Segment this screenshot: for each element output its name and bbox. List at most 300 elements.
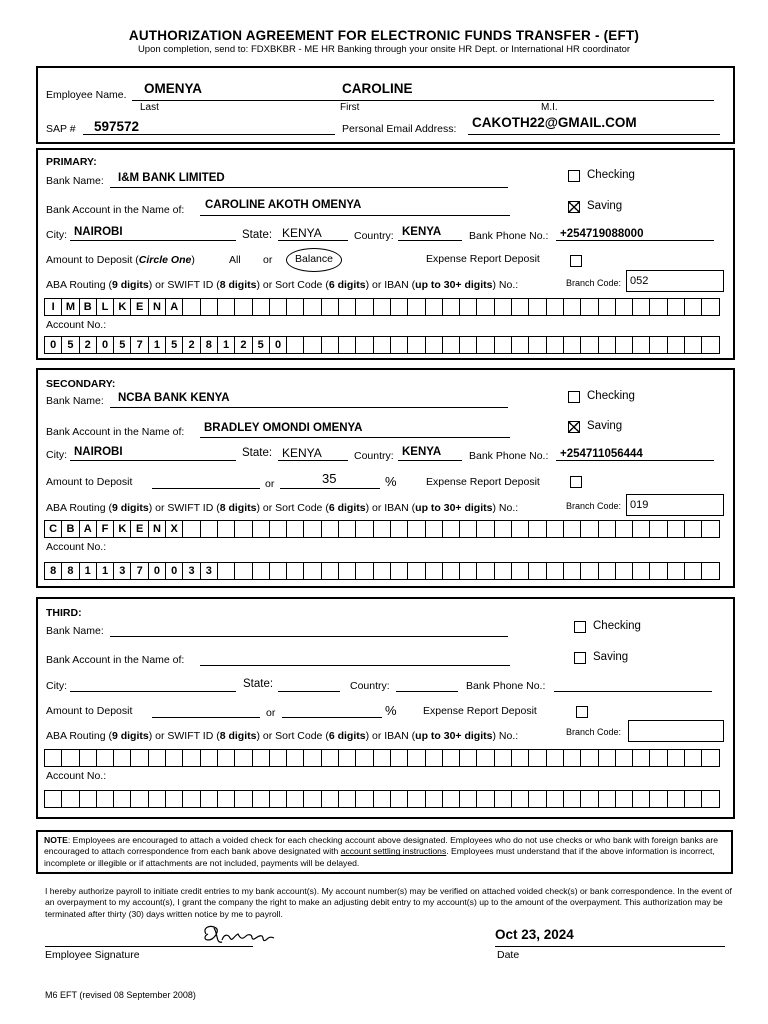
- third-saving-checkbox[interactable]: [574, 652, 586, 664]
- third-account-cell[interactable]: [114, 790, 131, 808]
- secondary-account-cell[interactable]: 0: [149, 562, 166, 580]
- third-swift-cell[interactable]: [304, 749, 321, 767]
- secondary-swift-cell[interactable]: [529, 520, 546, 538]
- mi-label: M.I.: [541, 102, 558, 113]
- primary-swift-cell[interactable]: M: [62, 298, 79, 316]
- third-account-cell[interactable]: [633, 790, 650, 808]
- primary-account-cell[interactable]: 2: [80, 336, 97, 354]
- primary-swift-cell[interactable]: [495, 298, 512, 316]
- secondary-swift-cell[interactable]: [477, 520, 494, 538]
- primary-state[interactable]: KENYA: [282, 226, 322, 240]
- primary-account-cell[interactable]: [633, 336, 650, 354]
- secondary-swift-cell[interactable]: [581, 520, 598, 538]
- primary-swift-cell[interactable]: [183, 298, 200, 316]
- third-swift-cell[interactable]: [131, 749, 148, 767]
- secondary-saving-checkbox[interactable]: [568, 421, 580, 433]
- third-swift-cell[interactable]: [391, 749, 408, 767]
- primary-swift-cell[interactable]: B: [80, 298, 97, 316]
- secondary-account-cell[interactable]: [495, 562, 512, 580]
- balance-option-circled[interactable]: Balance: [286, 248, 342, 272]
- secondary-swift-cell[interactable]: [339, 520, 356, 538]
- primary-swift-cell[interactable]: [633, 298, 650, 316]
- primary-swift-cell[interactable]: [512, 298, 529, 316]
- third-account-cell[interactable]: [650, 790, 667, 808]
- primary-swift-cell[interactable]: [702, 298, 719, 316]
- third-swift-cell[interactable]: [287, 749, 304, 767]
- secondary-swift-cell[interactable]: [616, 520, 633, 538]
- secondary-swift-cell[interactable]: [426, 520, 443, 538]
- secondary-account-cell[interactable]: [581, 562, 598, 580]
- third-swift-cell[interactable]: [599, 749, 616, 767]
- third-account-cell[interactable]: [702, 790, 719, 808]
- third-account-cell[interactable]: [477, 790, 494, 808]
- primary-account-cell[interactable]: 0: [45, 336, 62, 354]
- secondary-swift-cell[interactable]: C: [45, 520, 62, 538]
- employee-name-label: Employee Name.: [46, 89, 127, 101]
- third-account-cell[interactable]: [287, 790, 304, 808]
- secondary-swift-cell[interactable]: [356, 520, 373, 538]
- email-field[interactable]: CAKOTH22@GMAIL.COM: [472, 115, 637, 130]
- third-account-cell[interactable]: [183, 790, 200, 808]
- third-account-cell[interactable]: [149, 790, 166, 808]
- secondary-account-cell[interactable]: 3: [183, 562, 200, 580]
- primary-swift-cell[interactable]: [547, 298, 564, 316]
- primary-swift-cell[interactable]: [339, 298, 356, 316]
- checking-label: Checking: [587, 390, 635, 402]
- branch-code-label: Branch Code:: [566, 501, 622, 511]
- third-account-cell[interactable]: [685, 790, 702, 808]
- routing-label: ABA Routing (9 digits) or SWIFT ID (8 digits) or Sort Code (6 digits) or IBAN (up to 30+ digits) No.:: [46, 502, 519, 514]
- secondary-swift-cell[interactable]: [668, 520, 685, 538]
- third-account-cell[interactable]: [166, 790, 183, 808]
- third-account-cell[interactable]: [97, 790, 114, 808]
- secondary-account-cell[interactable]: [374, 562, 391, 580]
- third-swift-cell[interactable]: [460, 749, 477, 767]
- third-swift-cell[interactable]: [443, 749, 460, 767]
- secondary-swift-cell[interactable]: [408, 520, 425, 538]
- secondary-account-cell[interactable]: [287, 562, 304, 580]
- secondary-account-cell[interactable]: 3: [114, 562, 131, 580]
- secondary-account-cell[interactable]: [477, 562, 494, 580]
- secondary-bank-name[interactable]: NCBA BANK KENYA: [118, 392, 230, 404]
- secondary-swift-cell[interactable]: [495, 520, 512, 538]
- secondary-account-cell[interactable]: [235, 562, 252, 580]
- third-account-cell[interactable]: [547, 790, 564, 808]
- secondary-swift-cell[interactable]: [270, 520, 287, 538]
- third-account-cell[interactable]: [599, 790, 616, 808]
- note-box: [36, 830, 733, 874]
- secondary-account-cell[interactable]: [391, 562, 408, 580]
- third-swift-cell[interactable]: [149, 749, 166, 767]
- secondary-account-cell[interactable]: [356, 562, 373, 580]
- note-text-1: : Employees are encouraged to attach a voided check for each checking account above designated. Employees who do not use checks or who bank with foreign banks are encouraged to attach correspondence from each bank above designated with: [44, 835, 719, 857]
- third-swift-cell[interactable]: [529, 749, 546, 767]
- third-account-cell[interactable]: [408, 790, 425, 808]
- third-account-cell[interactable]: [668, 790, 685, 808]
- primary-phone[interactable]: +254719088000: [560, 228, 644, 240]
- secondary-swift-cell[interactable]: [183, 520, 200, 538]
- third-swift-cell[interactable]: [114, 749, 131, 767]
- primary-account-cell[interactable]: 0: [270, 336, 287, 354]
- primary-swift-cell[interactable]: [529, 298, 546, 316]
- secondary-swift-cell[interactable]: [322, 520, 339, 538]
- third-branch-code[interactable]: [628, 720, 724, 742]
- secondary-account-cell[interactable]: [218, 562, 235, 580]
- secondary-account-grid[interactable]: [44, 562, 720, 580]
- third-account-cell[interactable]: [512, 790, 529, 808]
- primary-account-cell[interactable]: [495, 336, 512, 354]
- third-account-cell[interactable]: [581, 790, 598, 808]
- country-label: Country:: [354, 450, 394, 462]
- third-swift-cell[interactable]: [201, 749, 218, 767]
- primary-account-cell[interactable]: 5: [253, 336, 270, 354]
- secondary-swift-cell[interactable]: [304, 520, 321, 538]
- primary-account-cell[interactable]: [391, 336, 408, 354]
- city-label: City:: [46, 449, 67, 461]
- primary-swift-cell[interactable]: K: [114, 298, 131, 316]
- primary-account-cell[interactable]: [287, 336, 304, 354]
- secondary-swift-cell[interactable]: [235, 520, 252, 538]
- third-account-cell[interactable]: [131, 790, 148, 808]
- primary-account-cell[interactable]: [304, 336, 321, 354]
- primary-account-cell[interactable]: 5: [166, 336, 183, 354]
- third-swift-cell[interactable]: [685, 749, 702, 767]
- secondary-account-cell[interactable]: [529, 562, 546, 580]
- third-account-cell[interactable]: [495, 790, 512, 808]
- third-account-cell[interactable]: [80, 790, 97, 808]
- note-label: NOTE: [44, 835, 68, 845]
- secondary-account-cell[interactable]: 0: [166, 562, 183, 580]
- secondary-swift-cell[interactable]: [460, 520, 477, 538]
- primary-account-cell[interactable]: [339, 336, 356, 354]
- third-swift-cell[interactable]: [322, 749, 339, 767]
- bank-name-label: Bank Name:: [46, 175, 104, 187]
- primary-account-cell[interactable]: [547, 336, 564, 354]
- secondary-account-cell[interactable]: [304, 562, 321, 580]
- secondary-swift-cell[interactable]: [650, 520, 667, 538]
- third-account-cell[interactable]: [391, 790, 408, 808]
- third-account-grid[interactable]: [44, 790, 720, 808]
- secondary-account-cell[interactable]: 8: [45, 562, 62, 580]
- primary-swift-cell[interactable]: [218, 298, 235, 316]
- primary-bank-name[interactable]: I&M BANK LIMITED: [118, 172, 225, 184]
- secondary-swift-cell[interactable]: A: [80, 520, 97, 538]
- primary-swift-cell[interactable]: [668, 298, 685, 316]
- primary-swift-cell[interactable]: [287, 298, 304, 316]
- primary-checking-checkbox[interactable]: [568, 170, 580, 182]
- third-swift-cell[interactable]: [547, 749, 564, 767]
- primary-account-cell[interactable]: [702, 336, 719, 354]
- primary-account-cell[interactable]: [477, 336, 494, 354]
- secondary-swift-cell[interactable]: [374, 520, 391, 538]
- secondary-account-cell[interactable]: 8: [62, 562, 79, 580]
- third-section: [36, 597, 735, 819]
- third-account-cell[interactable]: [304, 790, 321, 808]
- third-account-cell[interactable]: [201, 790, 218, 808]
- third-account-cell[interactable]: [322, 790, 339, 808]
- primary-account-cell[interactable]: [374, 336, 391, 354]
- email-label: Personal Email Address:: [342, 123, 457, 135]
- primary-swift-cell[interactable]: E: [131, 298, 148, 316]
- primary-account-cell[interactable]: 5: [114, 336, 131, 354]
- primary-swift-cell[interactable]: [408, 298, 425, 316]
- secondary-account-cell[interactable]: [702, 562, 719, 580]
- secondary-state[interactable]: KENYA: [282, 446, 322, 460]
- third-swift-cell[interactable]: [253, 749, 270, 767]
- secondary-account-cell[interactable]: [253, 562, 270, 580]
- primary-account-grid[interactable]: [44, 336, 720, 354]
- third-account-cell[interactable]: [564, 790, 581, 808]
- country-label: Country:: [354, 230, 394, 242]
- secondary-account-cell[interactable]: 7: [131, 562, 148, 580]
- primary-swift-cell[interactable]: [391, 298, 408, 316]
- secondary-account-cell[interactable]: 1: [97, 562, 114, 580]
- third-swift-cell[interactable]: [702, 749, 719, 767]
- primary-account-cell[interactable]: [356, 336, 373, 354]
- secondary-swift-cell[interactable]: K: [114, 520, 131, 538]
- third-expense-checkbox[interactable]: [576, 706, 588, 718]
- third-swift-cell[interactable]: [408, 749, 425, 767]
- secondary-swift-grid[interactable]: [44, 520, 720, 538]
- secondary-swift-cell[interactable]: [287, 520, 304, 538]
- third-account-cell[interactable]: [62, 790, 79, 808]
- secondary-swift-cell[interactable]: [391, 520, 408, 538]
- account-settling-link[interactable]: account settling instructions: [340, 846, 447, 857]
- primary-swift-cell[interactable]: [599, 298, 616, 316]
- signature-date[interactable]: Oct 23, 2024: [495, 927, 574, 942]
- primary-swift-cell[interactable]: [650, 298, 667, 316]
- third-swift-cell[interactable]: [80, 749, 97, 767]
- secondary-swift-cell[interactable]: [253, 520, 270, 538]
- third-account-cell[interactable]: [460, 790, 477, 808]
- third-swift-cell[interactable]: [62, 749, 79, 767]
- primary-swift-cell[interactable]: [685, 298, 702, 316]
- secondary-swift-cell[interactable]: [633, 520, 650, 538]
- third-account-cell[interactable]: [356, 790, 373, 808]
- third-swift-cell[interactable]: [97, 749, 114, 767]
- secondary-account-cell[interactable]: [616, 562, 633, 580]
- primary-account-cell[interactable]: 0: [97, 336, 114, 354]
- secondary-account-cell[interactable]: [512, 562, 529, 580]
- primary-account-cell[interactable]: 2: [183, 336, 200, 354]
- third-swift-cell[interactable]: [235, 749, 252, 767]
- checking-label: Checking: [587, 169, 635, 181]
- primary-branch-code[interactable]: 052: [626, 270, 724, 292]
- country-label: Country:: [350, 680, 390, 692]
- primary-account-cell[interactable]: [581, 336, 598, 354]
- primary-swift-cell[interactable]: A: [166, 298, 183, 316]
- sap-field[interactable]: 597572: [94, 119, 140, 134]
- all-option[interactable]: All: [229, 254, 241, 266]
- third-swift-cell[interactable]: [45, 749, 62, 767]
- secondary-account-cell[interactable]: [668, 562, 685, 580]
- primary-swift-cell[interactable]: [564, 298, 581, 316]
- third-swift-cell[interactable]: [564, 749, 581, 767]
- primary-account-cell[interactable]: [685, 336, 702, 354]
- secondary-account-cell[interactable]: [547, 562, 564, 580]
- third-swift-cell[interactable]: [356, 749, 373, 767]
- secondary-account-cell[interactable]: [270, 562, 287, 580]
- primary-swift-cell[interactable]: [616, 298, 633, 316]
- secondary-account-cell[interactable]: [650, 562, 667, 580]
- third-account-cell[interactable]: [374, 790, 391, 808]
- primary-account-cell[interactable]: [426, 336, 443, 354]
- secondary-amount-percent[interactable]: 35: [322, 471, 337, 486]
- primary-account-cell[interactable]: 5: [62, 336, 79, 354]
- primary-account-name[interactable]: CAROLINE AKOTH OMENYA: [205, 199, 362, 211]
- secondary-account-name[interactable]: BRADLEY OMONDI OMENYA: [204, 422, 363, 434]
- secondary-branch-code[interactable]: 019: [626, 494, 724, 516]
- secondary-swift-cell[interactable]: [564, 520, 581, 538]
- secondary-swift-cell[interactable]: N: [149, 520, 166, 538]
- third-swift-cell[interactable]: [581, 749, 598, 767]
- secondary-account-cell[interactable]: [408, 562, 425, 580]
- third-swift-cell[interactable]: [668, 749, 685, 767]
- primary-swift-cell[interactable]: [581, 298, 598, 316]
- third-swift-cell[interactable]: [495, 749, 512, 767]
- secondary-account-cell[interactable]: [685, 562, 702, 580]
- primary-account-cell[interactable]: [564, 336, 581, 354]
- form-subtitle: Upon completion, send to: FDXBKBR - ME HR Banking through your onsite HR Dept. or International HR coordinator: [137, 44, 631, 55]
- third-checking-checkbox[interactable]: [574, 621, 586, 633]
- secondary-swift-cell[interactable]: [702, 520, 719, 538]
- secondary-expense-checkbox[interactable]: [570, 476, 582, 488]
- state-label: State:: [242, 229, 273, 241]
- secondary-account-cell[interactable]: [599, 562, 616, 580]
- third-swift-grid[interactable]: [44, 749, 720, 767]
- secondary-swift-cell[interactable]: E: [131, 520, 148, 538]
- secondary-swift-cell[interactable]: [512, 520, 529, 538]
- secondary-city[interactable]: NAIROBI: [74, 446, 123, 458]
- first-name-field[interactable]: CAROLINE: [342, 81, 413, 96]
- primary-swift-cell[interactable]: [443, 298, 460, 316]
- secondary-account-cell[interactable]: [564, 562, 581, 580]
- primary-city[interactable]: NAIROBI: [74, 226, 123, 238]
- percent-sign: %: [385, 474, 397, 489]
- third-swift-cell[interactable]: [616, 749, 633, 767]
- secondary-swift-cell[interactable]: X: [166, 520, 183, 538]
- secondary-account-cell[interactable]: 1: [80, 562, 97, 580]
- third-swift-cell[interactable]: [374, 749, 391, 767]
- secondary-swift-cell[interactable]: [599, 520, 616, 538]
- primary-account-cell[interactable]: [408, 336, 425, 354]
- secondary-swift-cell[interactable]: [201, 520, 218, 538]
- secondary-checking-checkbox[interactable]: [568, 391, 580, 403]
- account-no-label: Account No.:: [46, 541, 107, 553]
- primary-account-cell[interactable]: [460, 336, 477, 354]
- primary-account-cell[interactable]: [599, 336, 616, 354]
- primary-swift-cell[interactable]: L: [97, 298, 114, 316]
- secondary-swift-cell[interactable]: B: [62, 520, 79, 538]
- primary-swift-cell[interactable]: [356, 298, 373, 316]
- third-account-cell[interactable]: [218, 790, 235, 808]
- primary-expense-checkbox[interactable]: [570, 255, 582, 267]
- third-account-cell[interactable]: [270, 790, 287, 808]
- primary-swift-grid[interactable]: [44, 298, 720, 316]
- primary-swift-cell[interactable]: [477, 298, 494, 316]
- third-swift-cell[interactable]: [183, 749, 200, 767]
- primary-account-cell[interactable]: [650, 336, 667, 354]
- primary-account-cell[interactable]: 1: [149, 336, 166, 354]
- third-account-cell[interactable]: [426, 790, 443, 808]
- secondary-account-cell[interactable]: [443, 562, 460, 580]
- secondary-swift-cell[interactable]: F: [97, 520, 114, 538]
- primary-account-cell[interactable]: [443, 336, 460, 354]
- third-account-cell[interactable]: [529, 790, 546, 808]
- third-account-cell[interactable]: [45, 790, 62, 808]
- secondary-account-cell[interactable]: [633, 562, 650, 580]
- secondary-swift-cell[interactable]: [547, 520, 564, 538]
- secondary-phone[interactable]: +254711056444: [560, 448, 643, 460]
- primary-swift-cell[interactable]: [304, 298, 321, 316]
- third-swift-cell[interactable]: [650, 749, 667, 767]
- state-label: State:: [242, 447, 273, 459]
- third-swift-cell[interactable]: [512, 749, 529, 767]
- third-swift-cell[interactable]: [218, 749, 235, 767]
- secondary-swift-cell[interactable]: [685, 520, 702, 538]
- primary-account-cell[interactable]: [322, 336, 339, 354]
- primary-swift-cell[interactable]: I: [45, 298, 62, 316]
- bank-name-label: Bank Name:: [46, 625, 104, 637]
- third-account-cell[interactable]: [616, 790, 633, 808]
- primary-account-cell[interactable]: 8: [201, 336, 218, 354]
- primary-swift-cell[interactable]: [201, 298, 218, 316]
- amount-label: Amount to Deposit: [46, 705, 133, 717]
- primary-account-cell[interactable]: 2: [235, 336, 252, 354]
- third-swift-cell[interactable]: [166, 749, 183, 767]
- secondary-account-cell[interactable]: [426, 562, 443, 580]
- third-swift-cell[interactable]: [426, 749, 443, 767]
- primary-account-cell[interactable]: [529, 336, 546, 354]
- secondary-account-cell[interactable]: 3: [201, 562, 218, 580]
- primary-swift-cell[interactable]: N: [149, 298, 166, 316]
- primary-swift-cell[interactable]: [270, 298, 287, 316]
- third-swift-cell[interactable]: [270, 749, 287, 767]
- primary-account-cell[interactable]: [668, 336, 685, 354]
- last-name-field[interactable]: OMENYA: [144, 81, 203, 96]
- third-swift-cell[interactable]: [339, 749, 356, 767]
- third-account-cell[interactable]: [339, 790, 356, 808]
- third-account-cell[interactable]: [235, 790, 252, 808]
- or-label: or: [266, 707, 276, 719]
- primary-swift-cell[interactable]: [460, 298, 477, 316]
- primary-swift-cell[interactable]: [322, 298, 339, 316]
- saving-label: Saving: [587, 200, 623, 212]
- third-account-cell[interactable]: [443, 790, 460, 808]
- primary-swift-cell[interactable]: [374, 298, 391, 316]
- secondary-heading: SECONDARY:: [46, 378, 116, 390]
- primary-saving-checkbox[interactable]: [568, 201, 580, 213]
- primary-swift-cell[interactable]: [235, 298, 252, 316]
- third-account-cell[interactable]: [253, 790, 270, 808]
- secondary-swift-cell[interactable]: [443, 520, 460, 538]
- third-swift-cell[interactable]: [477, 749, 494, 767]
- secondary-account-cell[interactable]: [339, 562, 356, 580]
- last-label: Last: [140, 102, 159, 113]
- secondary-swift-cell[interactable]: [218, 520, 235, 538]
- secondary-account-cell[interactable]: [322, 562, 339, 580]
- primary-account-cell[interactable]: [616, 336, 633, 354]
- primary-swift-cell[interactable]: [426, 298, 443, 316]
- primary-account-cell[interactable]: 7: [131, 336, 148, 354]
- primary-swift-cell[interactable]: [253, 298, 270, 316]
- third-swift-cell[interactable]: [633, 749, 650, 767]
- primary-account-cell[interactable]: 1: [218, 336, 235, 354]
- secondary-country[interactable]: KENYA: [402, 446, 442, 458]
- primary-account-cell[interactable]: [512, 336, 529, 354]
- primary-country[interactable]: KENYA: [402, 226, 442, 238]
- secondary-account-cell[interactable]: [460, 562, 477, 580]
